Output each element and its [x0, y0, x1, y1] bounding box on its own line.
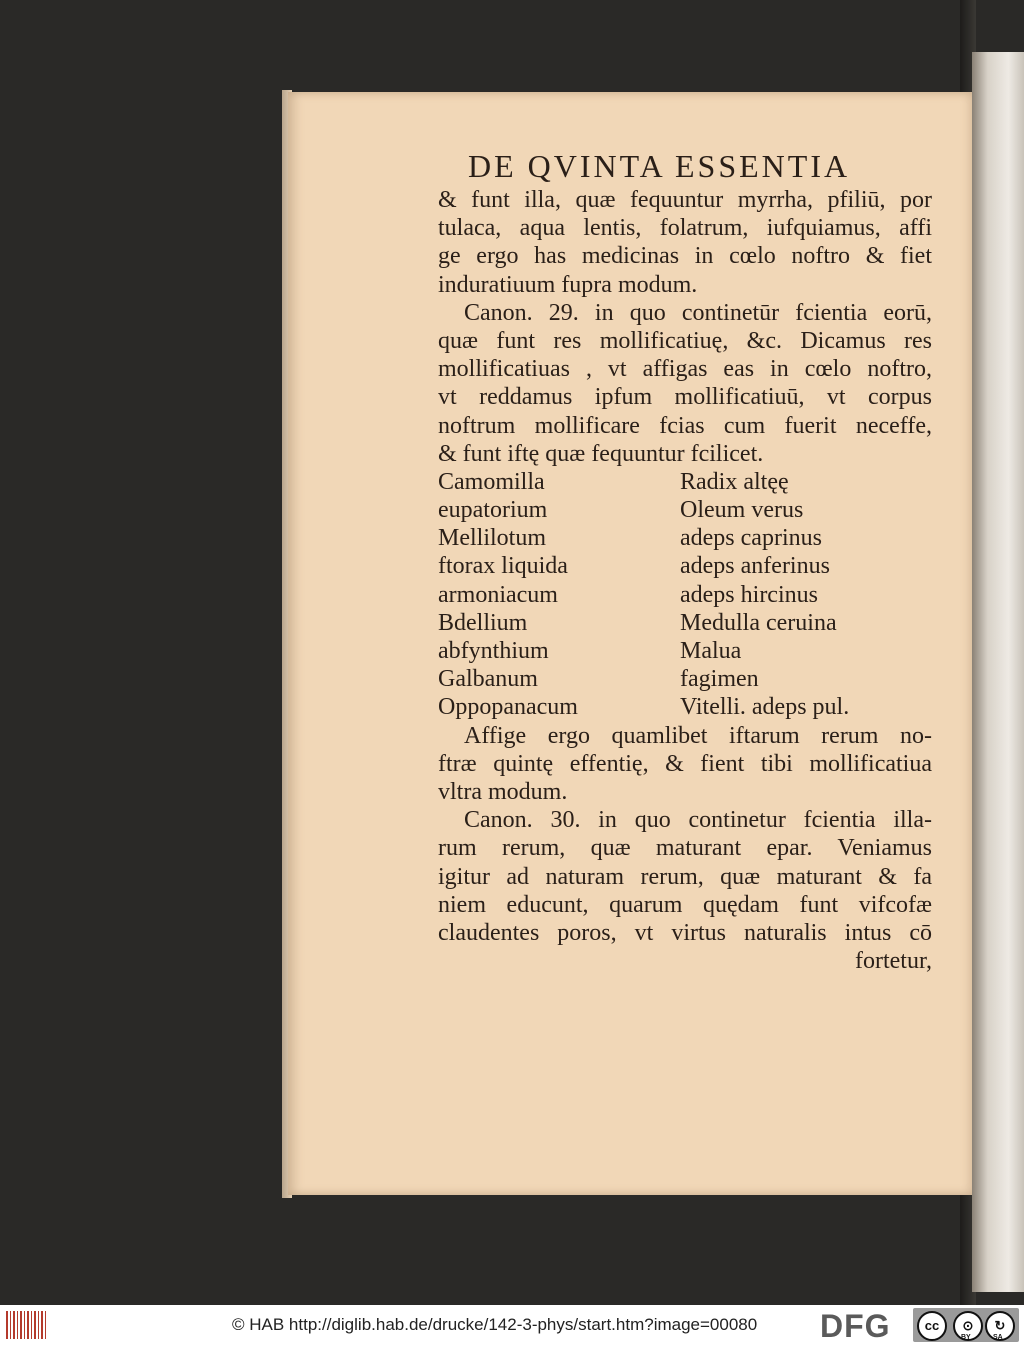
list-left: ftorax liquida: [438, 553, 568, 580]
paragraph-1: [438, 186, 932, 299]
list-left: armoniacum: [438, 581, 558, 608]
list-item: [438, 665, 932, 693]
running-header: DE QVINTA ESSENTIA: [468, 148, 851, 184]
list-right: Medulla ceruina: [680, 609, 837, 636]
text-line: claudentes poros, vt virtus naturalis intus cō: [438, 919, 932, 946]
text-line: tulaca, aqua lentis, folatrum, iufquiamus, affi: [438, 215, 932, 242]
text-line: vltra modum.: [438, 778, 568, 805]
sa-icon: ↻: [985, 1311, 1015, 1341]
list-item: [438, 693, 932, 721]
text-line: rum rerum, quæ maturant epar. Veniamus: [438, 835, 932, 862]
list-item: [438, 581, 932, 609]
citation-link[interactable]: © HAB http://diglib.hab.de/drucke/142-3-phys/start.htm?image=00080: [232, 1315, 758, 1334]
by-icon: ⊙: [953, 1311, 983, 1341]
cc-license-badge[interactable]: [913, 1308, 1019, 1342]
page-text: [438, 146, 932, 975]
by-label: BY: [961, 1334, 971, 1341]
list-item: [438, 552, 932, 580]
text-line: & funt illa, quæ fequuntur myrrha, pfiliū, por: [438, 187, 932, 213]
list-right: adeps anferinus: [680, 553, 830, 580]
paragraph-3: [438, 722, 932, 807]
sa-label: SA: [993, 1334, 1003, 1341]
list-right: Oleum verus: [680, 497, 804, 524]
list-right: fagimen: [680, 666, 759, 693]
list-left: eupatorium: [438, 497, 548, 524]
next-leaf-edge: [972, 52, 1024, 1292]
list-item: [438, 496, 932, 524]
list-item: [438, 609, 932, 637]
text-line: Canon. 29. in quo continetūr fcientia eorū,: [464, 299, 932, 326]
list-left: Mellilotum: [438, 525, 546, 552]
list-left: Galbanum: [438, 666, 538, 693]
text-line: Affige ergo quamlibet iftarum rerum no-: [464, 722, 932, 749]
list-item: [438, 468, 932, 496]
text-line: ge ergo has medicinas in cœlo noftro & fiet: [438, 243, 932, 270]
list-right: adeps caprinus: [680, 525, 822, 552]
ingredient-list: [438, 468, 932, 722]
list-left: Oppopanacum: [438, 694, 578, 721]
list-right: Vitelli. adeps pul.: [680, 694, 850, 721]
dfg-logo: DFG: [820, 1308, 891, 1344]
list-left: Camomilla: [438, 468, 545, 495]
paragraph-2: [438, 299, 932, 468]
list-item: [438, 524, 932, 552]
text-line: igitur ad naturam rerum, quæ maturant & fa: [438, 863, 932, 890]
list-left: abfynthium: [438, 638, 549, 664]
text-line: mollificatiuas , vt affigas eas in cœlo noftro,: [438, 356, 932, 383]
text-line: vt reddamus ipfum mollificatiuū, vt corpus: [438, 384, 932, 411]
list-right: Malua: [680, 638, 742, 664]
cc-icon: cc: [917, 1311, 947, 1341]
text-line: niem educunt, quarum quędam funt vifcofæ: [438, 891, 932, 918]
text-line: ftræ quintę effentię, & fient tibi mollificatiua: [438, 750, 932, 777]
list-left: Bdellium: [438, 609, 528, 636]
text-line: quæ funt res mollificatiuę, &c. Dicamus res: [438, 327, 932, 354]
text-line: Canon. 30. in quo continetur fcientia illa-: [464, 807, 932, 834]
list-right: adeps hircinus: [680, 581, 818, 608]
barcode-icon: [6, 1311, 48, 1339]
catchword: fortetur,: [854, 948, 932, 975]
list-right: Radix altęę: [680, 468, 789, 495]
paragraph-4: [438, 806, 932, 947]
list-item: [438, 637, 932, 665]
text-line: induratiuum fupra modum.: [438, 271, 698, 298]
text-line: & funt iftę quæ fequuntur fcilicet.: [438, 440, 764, 467]
text-line: noftrum mollificare fcias cum fuerit neceffe,: [438, 412, 932, 439]
